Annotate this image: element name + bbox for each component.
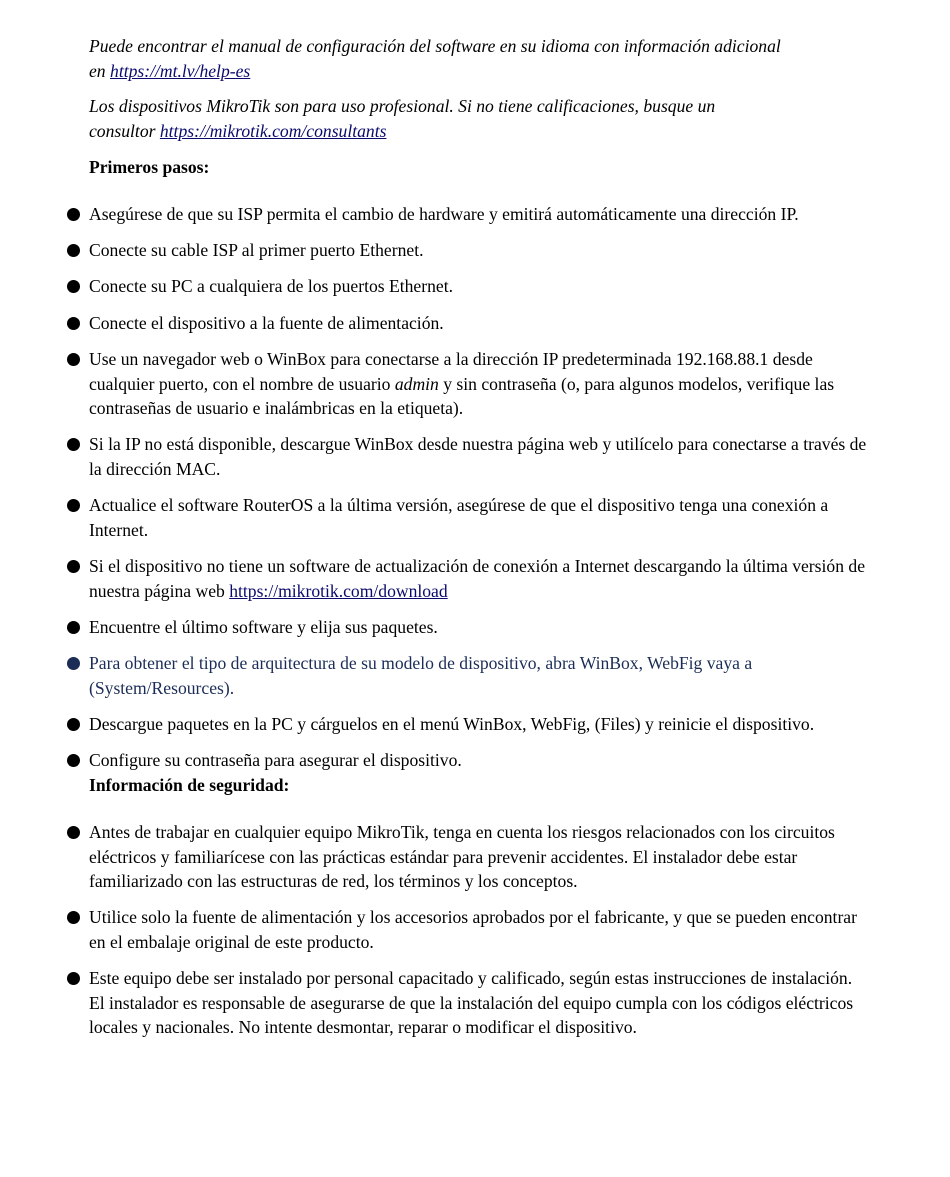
- list-item: Asegúrese de que su ISP permita el cambio de hardware y emitirá automáticamente una dirección IP.: [89, 202, 869, 227]
- bullet-icon: [67, 353, 80, 366]
- list-item: Conecte el dispositivo a la fuente de alimentación.: [89, 311, 869, 336]
- bullet-icon: [67, 280, 80, 293]
- username-emphasis: admin: [394, 373, 439, 394]
- download-link[interactable]: https://mikrotik.com/download: [229, 580, 448, 601]
- bullet-icon: [67, 208, 80, 221]
- bullet-icon: [67, 244, 80, 257]
- list-item: Si el dispositivo no tiene un software de actualización de conexión a Internet descargando la última versión de nuestra página web https://mikrotik.com/download: [89, 554, 869, 603]
- manual-text: Puede encontrar el manual de configuración del software en su idioma con información adicional en: [89, 36, 781, 81]
- list-item: Conecte su cable ISP al primer puerto Ethernet.: [89, 238, 869, 263]
- list-item: Encuentre el último software y elija sus paquetes.: [89, 615, 869, 640]
- bullet-icon: [67, 560, 80, 573]
- bullet-icon: [67, 826, 80, 839]
- first-steps-heading: Primeros pasos:: [89, 157, 210, 177]
- list-item: Conecte su PC a cualquiera de los puertos Ethernet.: [89, 274, 869, 299]
- bullet-icon: [67, 621, 80, 634]
- list-item: Use un navegador web o WinBox para conectarse a la dirección IP predeterminada 192.168.88.1 desde cualquier puerto, con el nombre de usuario admin y sin contraseña (o, para algunos modelos, verifique las contraseñas de usuario e inalámbricas en la etiqueta).: [89, 347, 869, 421]
- bullet-icon: [67, 657, 80, 670]
- list-item: Configure su contraseña para asegurar el dispositivo.: [89, 748, 869, 773]
- bullet-icon: [67, 911, 80, 924]
- manual-paragraph: [89, 34, 869, 83]
- bullet-icon: [67, 438, 80, 451]
- bullet-icon: [67, 317, 80, 330]
- professional-text: Los dispositivos MikroTik son para uso profesional. Si no tiene calificaciones, busque un consultor: [89, 96, 716, 141]
- list-item: Antes de trabajar en cualquier equipo MikroTik, tenga en cuenta los riesgos relacionados con los circuitos eléctricos y familiarícese con las prácticas estándar para prevenir accidentes. El instalador debe estar familiarizado con las estructuras de red, los términos y los conceptos.: [89, 820, 869, 894]
- list-item: Utilice solo la fuente de alimentación y los accesorios aprobados por el fabricante, y que se pueden encontrar en el embalaje original de este producto.: [89, 905, 869, 954]
- safety-heading: Información de seguridad:: [89, 775, 290, 795]
- bullet-icon: [67, 754, 80, 767]
- list-item: Si la IP no está disponible, descargue WinBox desde nuestra página web y utilícelo para conectarse a través de la dirección MAC.: [89, 432, 869, 481]
- bullet-icon: [67, 499, 80, 512]
- consultants-link[interactable]: https://mikrotik.com/consultants: [159, 120, 387, 141]
- list-item: Este equipo debe ser instalado por personal capacitado y calificado, según estas instrucciones de instalación. El instalador es responsable de asegurarse de que la instalación del equipo cumpla con los códigos eléctricos locales y nacionales. No intente desmontar, reparar o modificar el dispositivo.: [89, 966, 869, 1040]
- list-item: Descargue paquetes en la PC y cárguelos en el menú WinBox, WebFig, (Files) y reinicie el dispositivo.: [89, 712, 869, 737]
- bullet-icon: [67, 718, 80, 731]
- bullet-icon: [67, 972, 80, 985]
- list-item-architecture: Para obtener el tipo de arquitectura de su modelo de dispositivo, abra WinBox, WebFig vaya a (System/Resources).: [89, 651, 869, 700]
- professional-paragraph: [89, 94, 869, 143]
- manual-link[interactable]: https://mt.lv/help-es: [110, 60, 251, 81]
- list-item: Actualice el software RouterOS a la última versión, asegúrese de que el dispositivo tenga una conexión a Internet.: [89, 493, 869, 542]
